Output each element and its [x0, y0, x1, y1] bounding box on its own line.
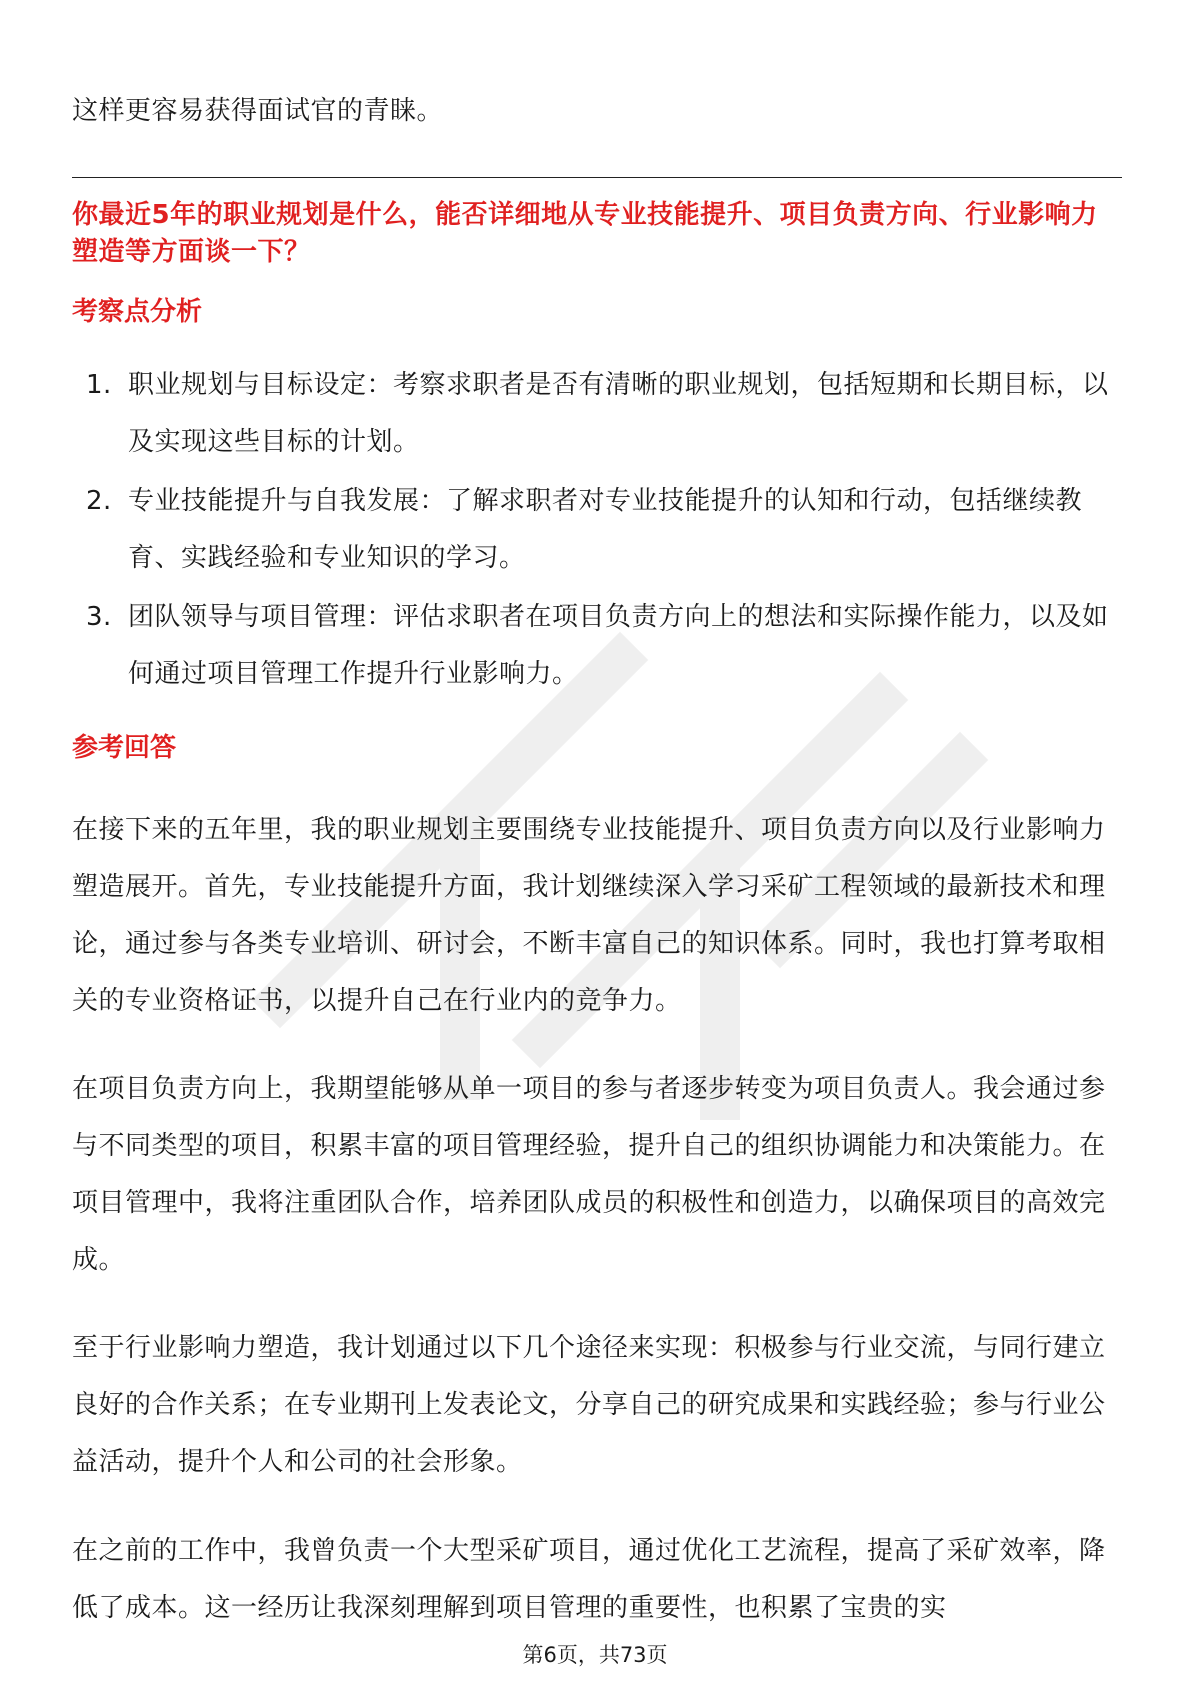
answer-paragraph: 在之前的工作中，我曾负责一个大型采矿项目，通过优化工艺流程，提高了采矿效率，降低了成本。这一经历让我深刻理解到项目管理的重要性，也积累了宝贵的实: [72, 1536, 1106, 1623]
list-item-number: 1.: [86, 370, 112, 400]
list-item-text: 团队领导与项目管理：评估求职者在项目负责方向上的想法和实际操作能力，以及如何通过项目管理工作提升行业影响力。: [128, 602, 1109, 689]
intro-text: 这样更容易获得面试官的青睐。: [72, 96, 444, 126]
list-item: [72, 589, 1122, 703]
list-item: [72, 473, 1122, 587]
answer-paragraph: 至于行业影响力塑造，我计划通过以下几个途径来实现：积极参与行业交流，与同行建立良好的合作关系；在专业期刊上发表论文，分享自己的研究成果和实践经验；参与行业公益活动，提升个人和公司的社会形象。: [72, 1333, 1106, 1477]
analysis-list: [72, 357, 1122, 705]
list-item-text: 专业技能提升与自我发展：了解求职者对专业技能提升的认知和行动，包括继续教育、实践经验和专业知识的学习。: [128, 486, 1083, 573]
divider: [72, 177, 1122, 178]
list-item-number: 2.: [86, 486, 112, 516]
list-item-text: 职业规划与目标设定：考察求职者是否有清晰的职业规划，包括短期和长期目标，以及实现这些目标的计划。: [128, 370, 1109, 457]
answer-heading: 参考回答: [72, 733, 177, 763]
list-item-number: 3.: [86, 602, 112, 632]
question-heading: 你最近5年的职业规划是什么，能否详细地从专业技能提升、项目负责方向、行业影响力塑造等方面谈一下？: [72, 200, 1098, 267]
answer-paragraph: 在接下来的五年里，我的职业规划主要围绕专业技能提升、项目负责方向以及行业影响力塑造展开。首先，专业技能提升方面，我计划继续深入学习采矿工程领域的最新技术和理论，通过参与各类专业培训、研讨会，不断丰富自己的知识体系。同时，我也打算考取相关的专业资格证书，以提升自己在行业内的竞争力。: [72, 815, 1106, 1016]
answer-paragraph: 在项目负责方向上，我期望能够从单一项目的参与者逐步转变为项目负责人。我会通过参与不同类型的项目，积累丰富的项目管理经验，提升自己的组织协调能力和决策能力。在项目管理中，我将注重团队合作，培养团队成员的积极性和创造力，以确保项目的高效完成。: [72, 1074, 1106, 1275]
page-number: 第6页，共73页: [522, 1643, 668, 1667]
analysis-heading: 考察点分析: [72, 297, 203, 327]
list-item: [72, 357, 1122, 471]
